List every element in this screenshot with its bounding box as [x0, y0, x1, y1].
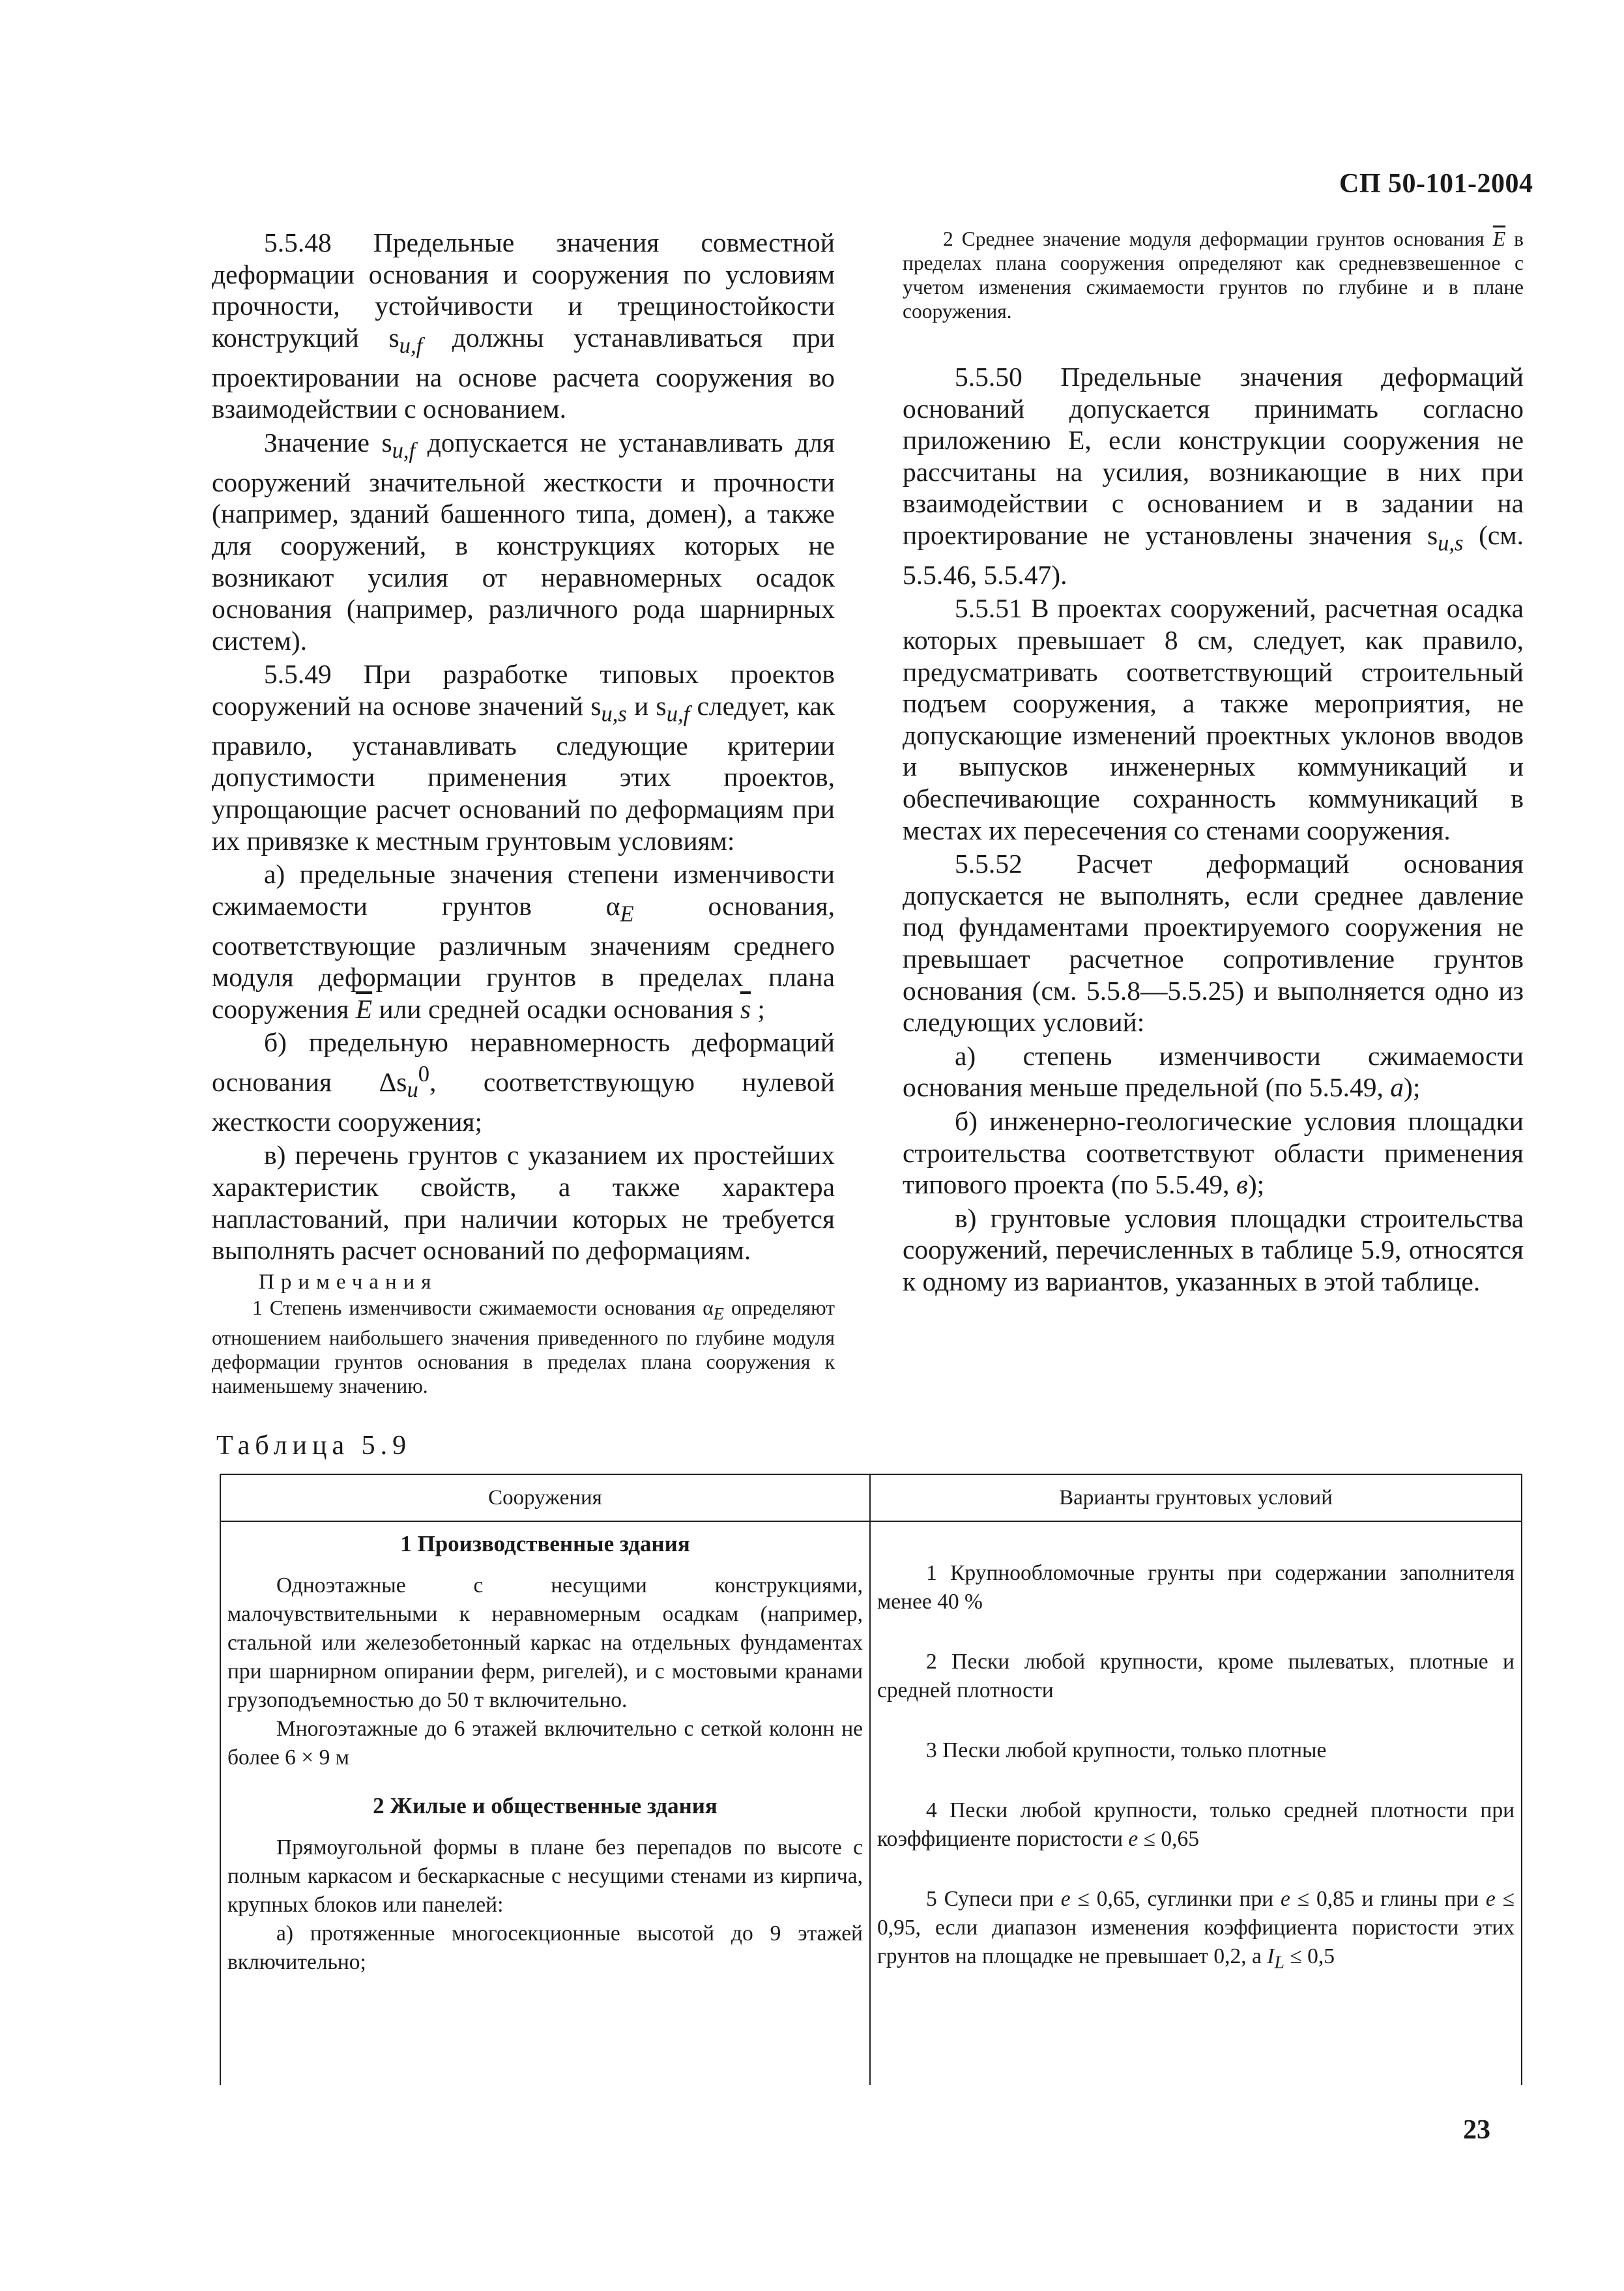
soil-variant-3: 3 Пески любой крупности, только плотные: [926, 1738, 1327, 1762]
criterion-c: в) перечень грунтов с указанием их простейших характеристик свойств, а также характера напластований, при наличии которых не требуется выполнять расчет оснований по деформациям.: [212, 1140, 835, 1266]
condition-c: в) грунтовые условия площадки строительства сооружений, перечисленных в таблице 5.9, относятся к одному из вариантов, указанных в этой таблице.: [903, 1203, 1524, 1296]
column-header-structures: Сооружения: [220, 1474, 870, 1521]
section-industrial-title: 1 Производственные здания: [400, 1531, 690, 1556]
industrial-single-storey: Одноэтажные с несущими конструкциями, малочувствительными к неравномерным осадкам (например, стальной или железобетонный каркас на отдельных фундаментах при шарнирном опирании ферм, ригелей), и с мостовыми кранами грузоподъемностью до 50 т включительно.: [227, 1573, 863, 1712]
soil-variant-5: 5 Супеси при e ≤ 0,65, суглинки при e ≤ 0,85 и глины при e ≤ 0,95, если диапазон изменения коэффициента пористости этих грунтов на площадке не превышает 0,2, а $I_L \le 0,5$: [877, 1887, 1515, 1973]
condition-a: а) степень изменчивости сжимаемости основания меньше предельной (по 5.5.49, а);: [903, 1040, 1524, 1103]
soil-variant-2: 2 Пески любой крупности, кроме пылеватых, плотные и средней плотности: [877, 1650, 1515, 1702]
column-header-soil-variants: Варианты грунтовых условий: [870, 1474, 1522, 1521]
notes-heading: Примечания: [259, 1270, 438, 1294]
paragraph-5-5-52: 5.5.52 Расчет деформаций основания допускается не выполнять, если среднее давление под фундаментами проектируемого сооружения не превышает расчетное сопротивление грунтов основания (см. 5.5.8—5.5.25) и выполняется одно из следующих условий:: [903, 849, 1524, 1038]
structures-cell: [220, 1521, 870, 2085]
right-column: [903, 227, 1524, 1300]
spacer: [903, 323, 1524, 361]
note-2: 2 Среднее значение модуля деформации грунтов основания $\overline{E}$ в пределах плана сооружения определяют как средневзвешенное с учетом изменения сжимаемости грунтов по глубине и в плане сооружения.: [903, 227, 1524, 323]
note-1: 1 Степень изменчивости сжимаемости основания $\alpha_E$ определяют отношением наибольшего значения приведенного по глубине модуля деформации грунтов основания в пределах плана сооружения к наименьшему значению.: [212, 1296, 835, 1398]
paragraph-5-5-49: 5.5.49 При разработке типовых проектов сооружений на основе значений $s_{u,s}$ и $s_{u,f}$ следует, как правило, устанавливать следующие критерии допустимости применения этих проектов, упрощающие расчет оснований по деформациям при их привязке к местным грунтовым условиям:: [212, 659, 835, 856]
paragraph-5-5-50: 5.5.50 Предельные значения деформаций оснований допускается принимать согласно приложению Е, если конструкции сооружения не рассчитаны на усилия, возникающие в них при взаимодействии с основанием и в задании на проектирование не установлены значения $s_{u,s}$ (см. 5.5.46, 5.5.47).: [903, 362, 1524, 590]
residential-item-a: а) протяженные многосекционные высотой до 9 этажей включительно;: [227, 1921, 863, 1974]
table-title: Таблица 5.9: [216, 1431, 412, 1461]
paragraph-5-5-51: 5.5.51 В проектах сооружений, расчетная осадка которых превышает 8 см, следует, как правило, предусматривать соответствующий строительный подъем сооружения, а также мероприятия, не допускающие изменений проектных уклонов вводов и выпусков инженерных коммуникаций и обеспечивающие сохранность коммуникаций в местах их пересечения со стенами сооружения.: [903, 593, 1524, 845]
criterion-a: а) предельные значения степени изменчивости сжимаемости грунтов $\alpha_E$ основания, соответствующие различным значениям среднего модуля деформации грунтов в пределах плана сооружения $\overline{E}$ или средней осадки основания $\overline{s}$ ;: [212, 859, 835, 1024]
left-column: [212, 227, 835, 1398]
criterion-b: б) предельную неравномерность деформаций основания $\Delta s_u^0$, соответствующую нулевой жесткости сооружения;: [212, 1027, 835, 1137]
page-number: 23: [1463, 2115, 1490, 2145]
section-residential-title: 2 Жилые и общественные здания: [373, 1793, 718, 1818]
residential-description: Прямоугольной формы в плане без перепадов по высоте с полным каркасом и бескаркасные с несущими стенами из кирпича, крупных блоков или панелей:: [227, 1835, 863, 1917]
paragraph-5-5-48: 5.5.48 Предельные значения совместной деформации основания и сооружения по условиям прочности, устойчивости и трещиностойкости конструкций $s_{u,f}$ должны устанавливаться при проектировании на основе расчета сооружения во взаимодействии с основанием.: [212, 227, 835, 424]
paragraph-suf-value: Значение $s_{u,f}$ допускается не устанавливать для сооружений значительной жесткости и прочности (например, зданий башенного типа, домен), а также для сооружений, в конструкциях которых не возникают усилия от неравномерных осадок основания (например, различного рода шарнирных систем).: [212, 427, 835, 656]
soil-variant-1: 1 Крупнообломочные грунты при содержании заполнителя менее 40 %: [877, 1561, 1515, 1614]
soil-variants-cell: [870, 1521, 1522, 2085]
industrial-multi-storey: Многоэтажные до 6 этажей включительно с сеткой колонн не более 6 × 9 м: [227, 1717, 863, 1770]
condition-b: б) инженерно-геологические условия площадки строительства соответствуют области применения типового проекта (по 5.5.49, в);: [903, 1105, 1524, 1200]
soil-variant-4: 4 Пески любой крупности, только средней плотности при коэффициенте пористости e ≤ 0,65: [877, 1798, 1515, 1851]
document-code: СП 50-101-2004: [1339, 169, 1533, 199]
table-5-9: [220, 1474, 1522, 2085]
table-body-row: [220, 1521, 1522, 2085]
table-header-row: [220, 1474, 1522, 1521]
